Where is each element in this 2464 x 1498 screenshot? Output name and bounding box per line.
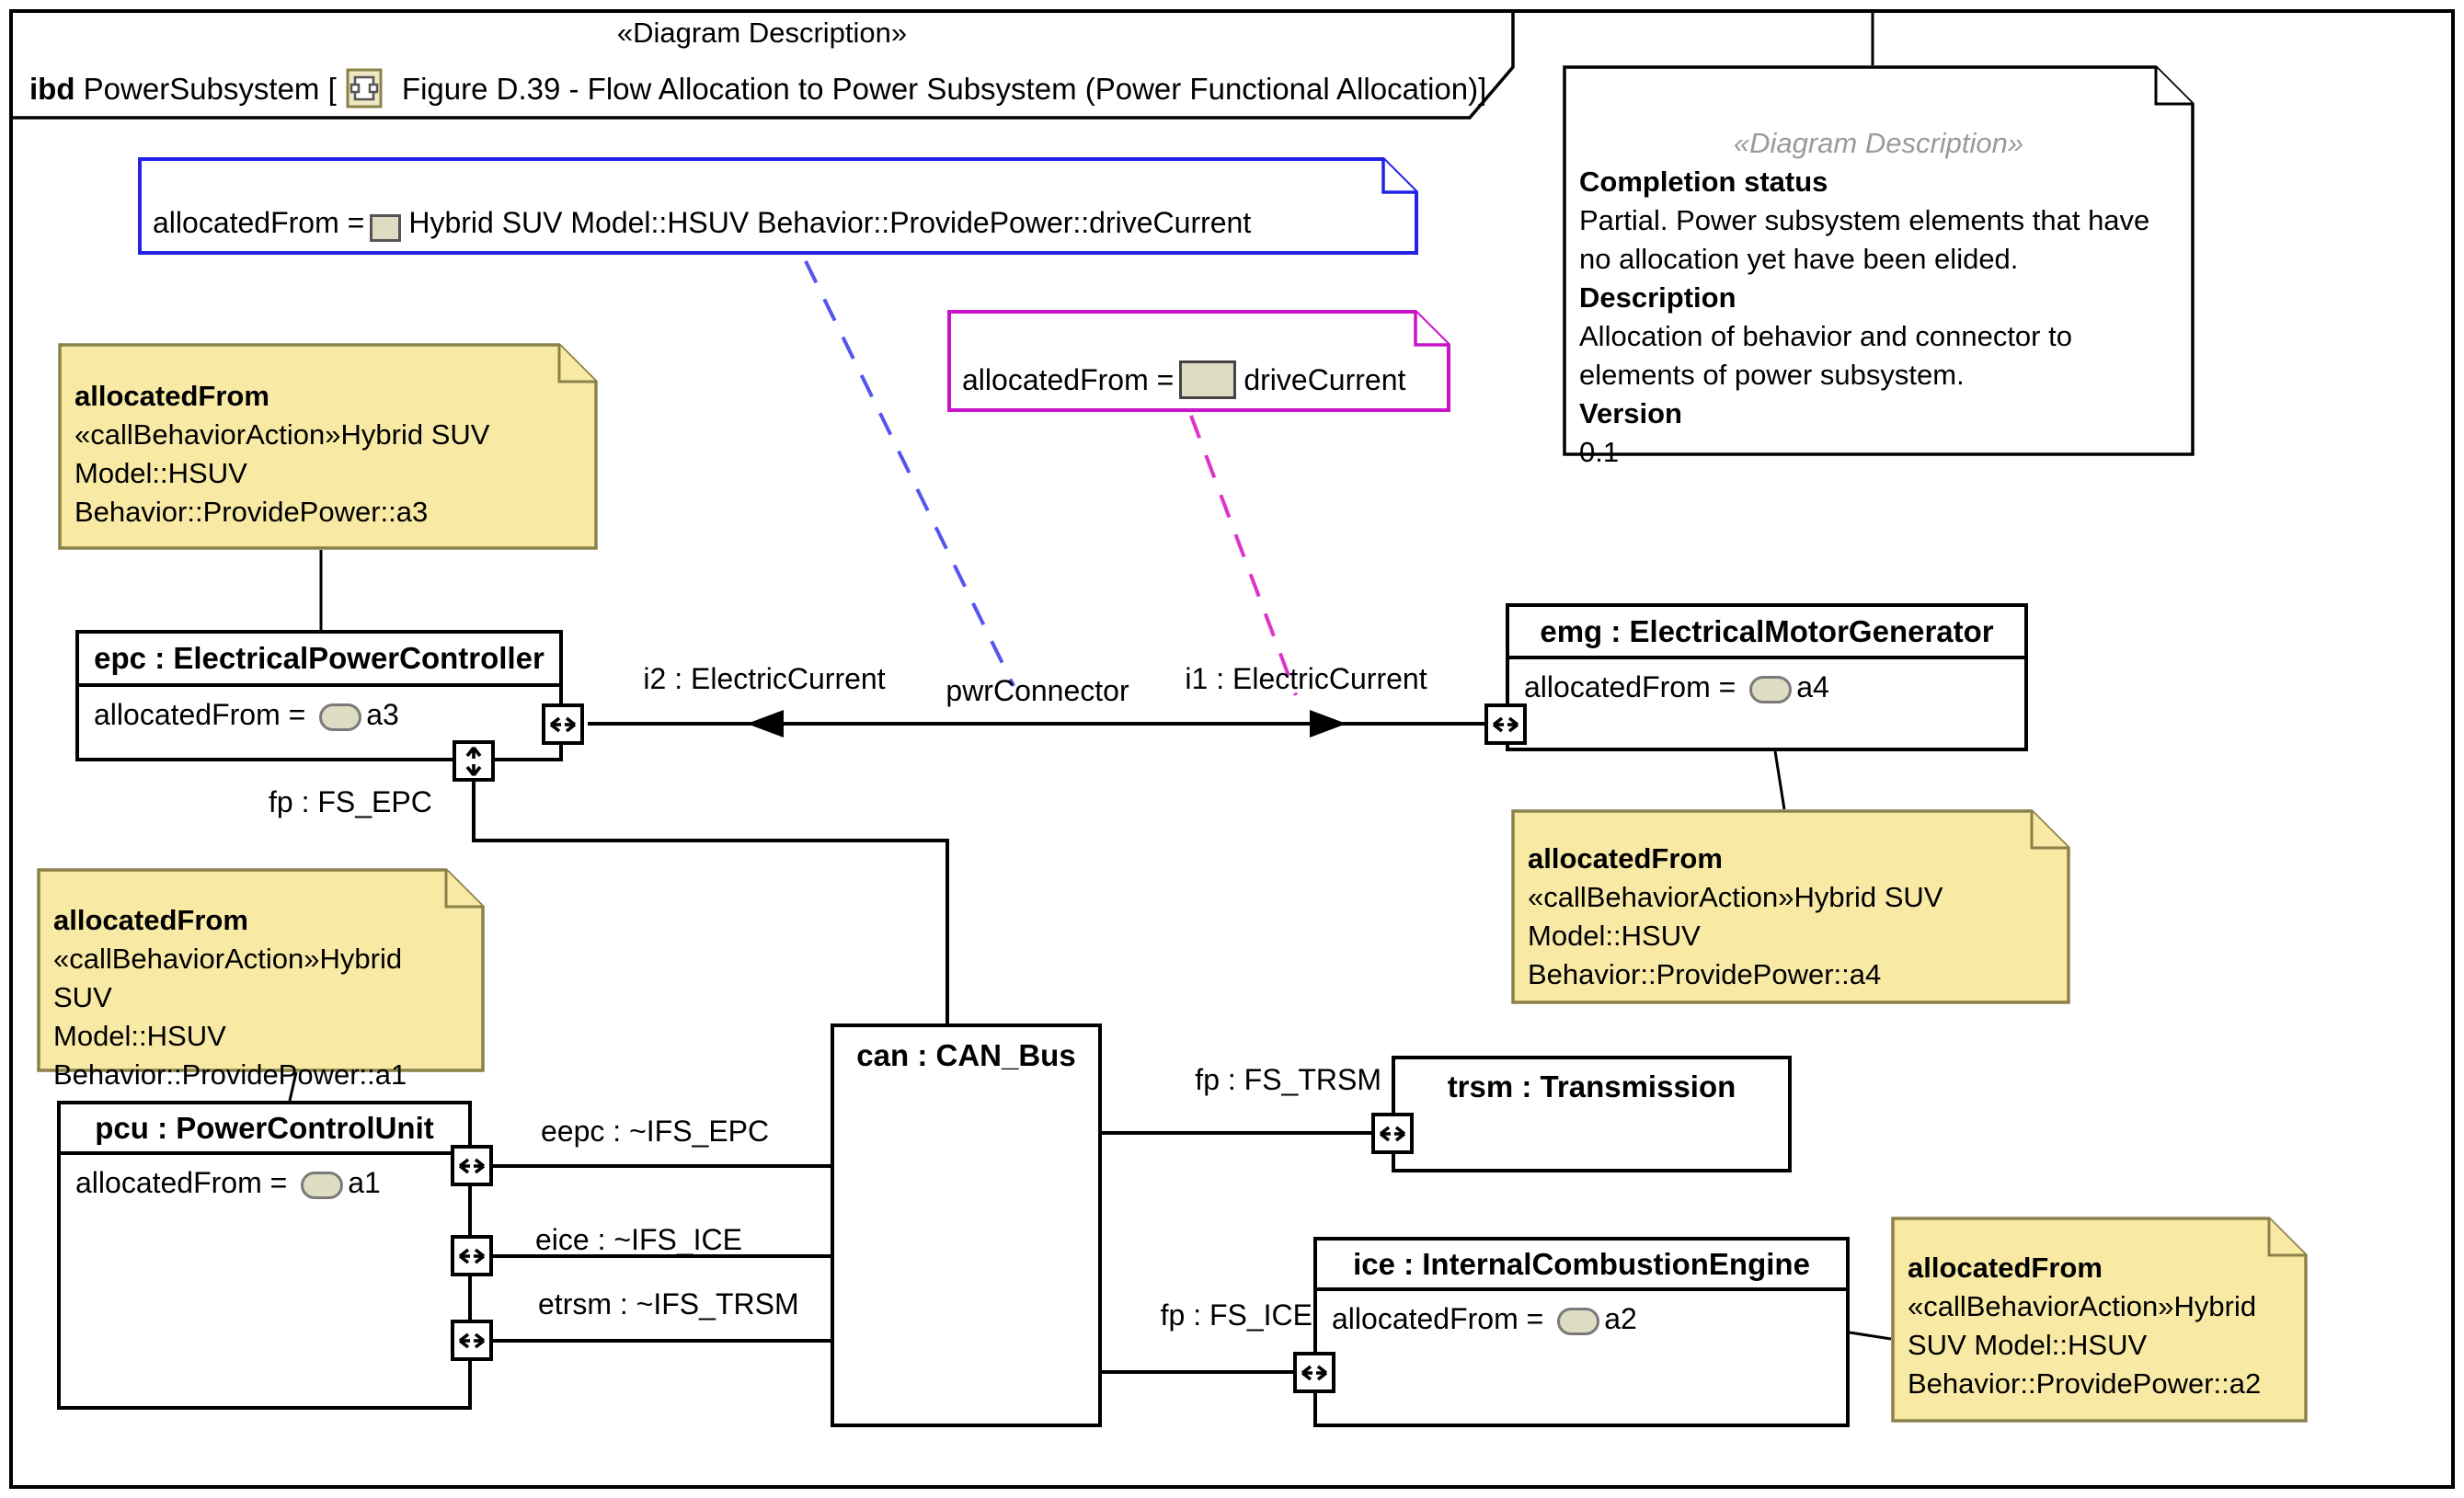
fp-fs-epc-label[interactable]: fp : FS_EPC	[269, 785, 432, 818]
completion-status-text: Partial. Power subsystem elements that have no allocation yet have been elided.	[1579, 204, 2150, 275]
inout-arrows-icon	[1299, 1358, 1330, 1388]
call-behavior-action-icon	[1557, 1308, 1599, 1335]
can-title: can : CAN_Bus	[856, 1038, 1076, 1072]
allocated-from-drivecurrent-note[interactable]	[138, 157, 1418, 255]
allocated-from-value: Hybrid SUV Model::HSUV Behavior::ProvidePower::driveCurrent	[408, 206, 1252, 239]
allocation-line: «callBehaviorAction»Hybrid SUV	[53, 943, 403, 1013]
inout-arrows-icon	[456, 1151, 487, 1181]
etrsm-port-label[interactable]: etrsm : ~IFS_TRSM	[538, 1287, 799, 1321]
frame-name	[29, 66, 1486, 116]
call-behavior-action-icon	[301, 1172, 343, 1199]
allocated-from-a1-note[interactable]	[37, 868, 485, 1091]
epc-flow-port[interactable]	[542, 703, 584, 745]
a2-note-anchor-line	[1850, 1332, 1891, 1339]
allocation-line: Behavior::ProvidePower::a1	[53, 1058, 407, 1091]
fp-fs-trsm-label[interactable]: fp : FS_TRSM	[1195, 1063, 1381, 1096]
diagram-description-note[interactable]	[1563, 65, 2195, 468]
magenta-dashed-anchor-line	[1191, 416, 1296, 695]
allocated-from-drivecurrent-short-note[interactable]	[947, 310, 1450, 412]
call-behavior-action-icon	[319, 703, 361, 731]
eice-port-label[interactable]: eice : ~IFS_ICE	[535, 1223, 742, 1256]
flow-arrowhead-right	[1310, 710, 1347, 738]
allocated-from-label: allocatedFrom	[1908, 1252, 2103, 1284]
epc-fs-port[interactable]	[453, 740, 495, 782]
diagram-icon	[346, 66, 384, 116]
pcu-eice-port[interactable]	[451, 1235, 493, 1276]
description-note-stereotype: «Diagram Description»	[1733, 127, 2024, 159]
allocated-from-a2-note[interactable]	[1891, 1217, 2308, 1423]
allocation-line: Behavior::ProvidePower::a3	[74, 496, 429, 528]
frame-name-prefix: PowerSubsystem [	[74, 72, 337, 106]
frame-diagram-title: Figure D.39 - Flow Allocation to Power Subsystem (Power Functional Allocation)]	[393, 72, 1487, 106]
allocated-from-label: allocatedFrom =	[962, 363, 1175, 396]
i2-electriccurrent-label[interactable]: i2 : ElectricCurrent	[643, 662, 886, 695]
allocation-line: «callBehaviorAction»Hybrid SUV	[74, 418, 490, 451]
flow-arrowhead-left	[747, 710, 784, 738]
allocated-from-label: allocatedFrom	[53, 904, 248, 936]
ice-allocated-from: allocatedFrom = a2	[1332, 1302, 1637, 1335]
fp-fs-ice-label[interactable]: fp : FS_ICE	[1160, 1298, 1312, 1332]
version-text: 0.1	[1579, 436, 1620, 468]
epc-allocated-from: allocatedFrom = a3	[94, 698, 399, 731]
i1-electriccurrent-label[interactable]: i1 : ElectricCurrent	[1185, 662, 1427, 695]
allocation-line: Behavior::ProvidePower::a4	[1528, 958, 1882, 990]
eepc-port-label[interactable]: eepc : ~IFS_EPC	[541, 1115, 770, 1148]
ice-title: ice : InternalCombustionEngine	[1317, 1241, 1846, 1291]
description-text: Allocation of behavior and connector to elements of power subsystem.	[1579, 320, 2072, 391]
inout-arrows-icon	[456, 1241, 487, 1271]
pcu-part-block[interactable]	[57, 1101, 472, 1410]
ice-fs-port[interactable]	[1293, 1352, 1335, 1393]
allocated-from-a4-note[interactable]	[1511, 809, 2070, 1004]
trsm-fs-port[interactable]	[1371, 1113, 1414, 1154]
ice-part-block[interactable]	[1313, 1237, 1850, 1427]
inout-arrows-icon	[547, 710, 579, 739]
activity-parameter-icon	[370, 214, 401, 242]
inout-arrows-icon	[1377, 1119, 1408, 1149]
inout-arrows-icon	[456, 1326, 487, 1355]
frame-kind-keyword: ibd	[29, 72, 75, 106]
allocated-from-label: allocatedFrom =	[153, 206, 365, 239]
frame-stereotype: «Diagram Description»	[616, 17, 908, 49]
allocation-line: SUV Model::HSUV	[1908, 1329, 2148, 1361]
allocated-from-value: driveCurrent	[1243, 363, 1406, 396]
description-label: Description	[1579, 281, 1736, 314]
pcu-allocated-from: allocatedFrom = a1	[75, 1166, 381, 1199]
a4-note-anchor-line	[1775, 751, 1784, 809]
allocation-line: Model::HSUV	[74, 457, 247, 489]
allocation-line: «callBehaviorAction»Hybrid	[1908, 1290, 2257, 1322]
allocation-line: Model::HSUV	[53, 1020, 226, 1052]
inout-arrows-icon	[1490, 710, 1521, 739]
allocated-from-a3-note[interactable]	[58, 343, 598, 550]
pcu-eepc-port[interactable]	[451, 1145, 493, 1186]
fs-epc-connector-line[interactable]	[474, 782, 947, 1023]
can-part-block[interactable]	[831, 1023, 1102, 1427]
allocated-from-label: allocatedFrom	[1528, 842, 1723, 875]
version-label: Version	[1579, 397, 1682, 429]
trsm-part-block[interactable]	[1392, 1056, 1792, 1172]
allocation-line: Model::HSUV	[1528, 920, 1701, 952]
allocation-line: Behavior::ProvidePower::a2	[1908, 1367, 2262, 1400]
pcu-title: pcu : PowerControlUnit	[61, 1104, 468, 1155]
emg-part-block[interactable]	[1506, 603, 2028, 751]
activity-parameter-icon	[1179, 360, 1236, 399]
emg-allocated-from: allocatedFrom = a4	[1524, 670, 1829, 703]
allocation-line: «callBehaviorAction»Hybrid SUV	[1528, 881, 1943, 913]
pcu-etrsm-port[interactable]	[451, 1320, 493, 1361]
completion-status-label: Completion status	[1579, 166, 1828, 198]
call-behavior-action-icon	[1749, 676, 1792, 703]
updown-arrows-icon	[459, 745, 488, 778]
allocated-from-label: allocatedFrom	[74, 380, 269, 412]
emg-flow-port[interactable]	[1484, 703, 1527, 745]
trsm-title: trsm : Transmission	[1447, 1069, 1736, 1103]
epc-title: epc : ElectricalPowerController	[79, 634, 559, 687]
emg-title: emg : ElectricalMotorGenerator	[1509, 607, 2024, 659]
pwrconnector-label[interactable]: pwrConnector	[945, 674, 1129, 707]
